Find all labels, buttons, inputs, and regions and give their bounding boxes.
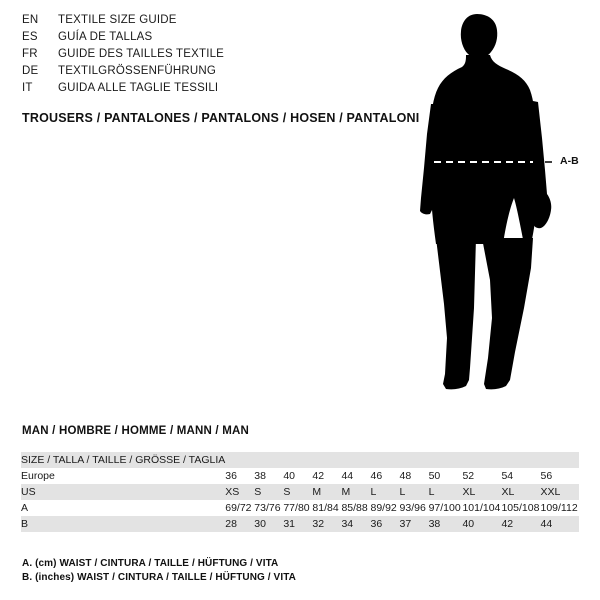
cell: XS [225,484,254,500]
cell: 52 [462,468,501,484]
cell: S [283,484,312,500]
garment-title: TROUSERS / PANTALONES / PANTALONS / HOSEN / PANTALONI [22,111,420,125]
cell: 40 [283,468,312,484]
row-label-b: B [21,516,225,532]
table-row [21,484,579,500]
language-text-it: GUIDA ALLE TAGLIE TESSILI [58,82,219,94]
language-header-block [22,14,382,99]
cell [254,452,283,468]
language-row-es [22,31,382,48]
cell: 28 [225,516,254,532]
table-row [21,468,579,484]
cell [501,452,540,468]
cell [400,452,429,468]
language-text-en: TEXTILE SIZE GUIDE [58,14,177,26]
language-code-es: ES [22,31,38,43]
row-label-a: A [21,500,225,516]
cell: 73/76 [254,500,283,516]
cell: 89/92 [370,500,399,516]
cell: M [312,484,341,500]
cell: L [370,484,399,500]
cell: 85/88 [341,500,370,516]
table-title: MAN / HOMBRE / HOMME / MANN / MAN [22,425,250,437]
cell: 77/80 [283,500,312,516]
cell: L [400,484,429,500]
cell: 32 [312,516,341,532]
cell: 101/104 [462,502,501,514]
language-row-fr [22,48,382,65]
language-text-es: GUÍA DE TALLAS [58,31,153,43]
cell: 50 [429,468,463,484]
cell: 40 [462,516,501,532]
cell [341,452,370,468]
row-label-size: SIZE / TALLA / TAILLE / GRÖSSE / TAGLIA [21,454,226,466]
man-silhouette-icon [400,8,596,408]
cell: XL [462,484,501,500]
language-code-de: DE [22,65,39,77]
language-code-en: EN [22,14,39,26]
table-row [21,516,579,532]
footnote-b: B. (inches) WAIST / CINTURA / TAILLE / HÜFTUNG / VITA [22,572,296,583]
cell: 31 [283,516,312,532]
cell [283,452,312,468]
size-table [21,452,579,532]
cell: 109/112 [540,502,578,514]
cell: 46 [370,468,399,484]
cell [429,452,463,468]
cell: L [429,484,463,500]
language-row-de [22,65,382,82]
cell: 44 [541,516,580,532]
language-text-fr: GUIDE DES TAILLES TEXTILE [58,48,225,60]
language-code-fr: FR [22,48,38,60]
cell: 56 [541,468,580,484]
language-text-de: TEXTILGRÖSSENFÜHRUNG [58,65,216,77]
cell: 38 [429,516,463,532]
cell [370,452,399,468]
cell: 44 [341,468,370,484]
cell: 69/72 [225,500,254,516]
cell: XXL [541,484,580,500]
language-code-it: IT [22,82,33,94]
cell: 105/108 [501,502,540,514]
cell: 54 [501,468,540,484]
cell [541,452,580,468]
cell: M [341,484,370,500]
cell: 36 [225,468,254,484]
cell [225,452,254,468]
language-row-en [22,14,382,31]
cell: 81/84 [312,500,341,516]
cell [312,452,341,468]
cell: 30 [254,516,283,532]
measurement-label-ab: A-B [560,155,579,167]
cell: 48 [400,468,429,484]
cell: 42 [501,516,540,532]
cell: 93/96 [400,500,429,516]
cell: 34 [341,516,370,532]
table-row [21,452,579,468]
table-row [21,500,579,516]
cell: S [254,484,283,500]
cell: 36 [370,516,399,532]
cell: 37 [400,516,429,532]
cell: XL [501,484,540,500]
row-label-us: US [21,484,225,500]
cell [462,452,501,468]
cell: 97/100 [428,502,461,514]
cell: 42 [312,468,341,484]
cell: 38 [254,468,283,484]
language-row-it [22,82,382,99]
footnotes [22,557,296,585]
row-label-europe: Europe [21,468,225,484]
footnote-a: A. (cm) WAIST / CINTURA / TAILLE / HÜFTUNG / VITA [22,558,279,569]
